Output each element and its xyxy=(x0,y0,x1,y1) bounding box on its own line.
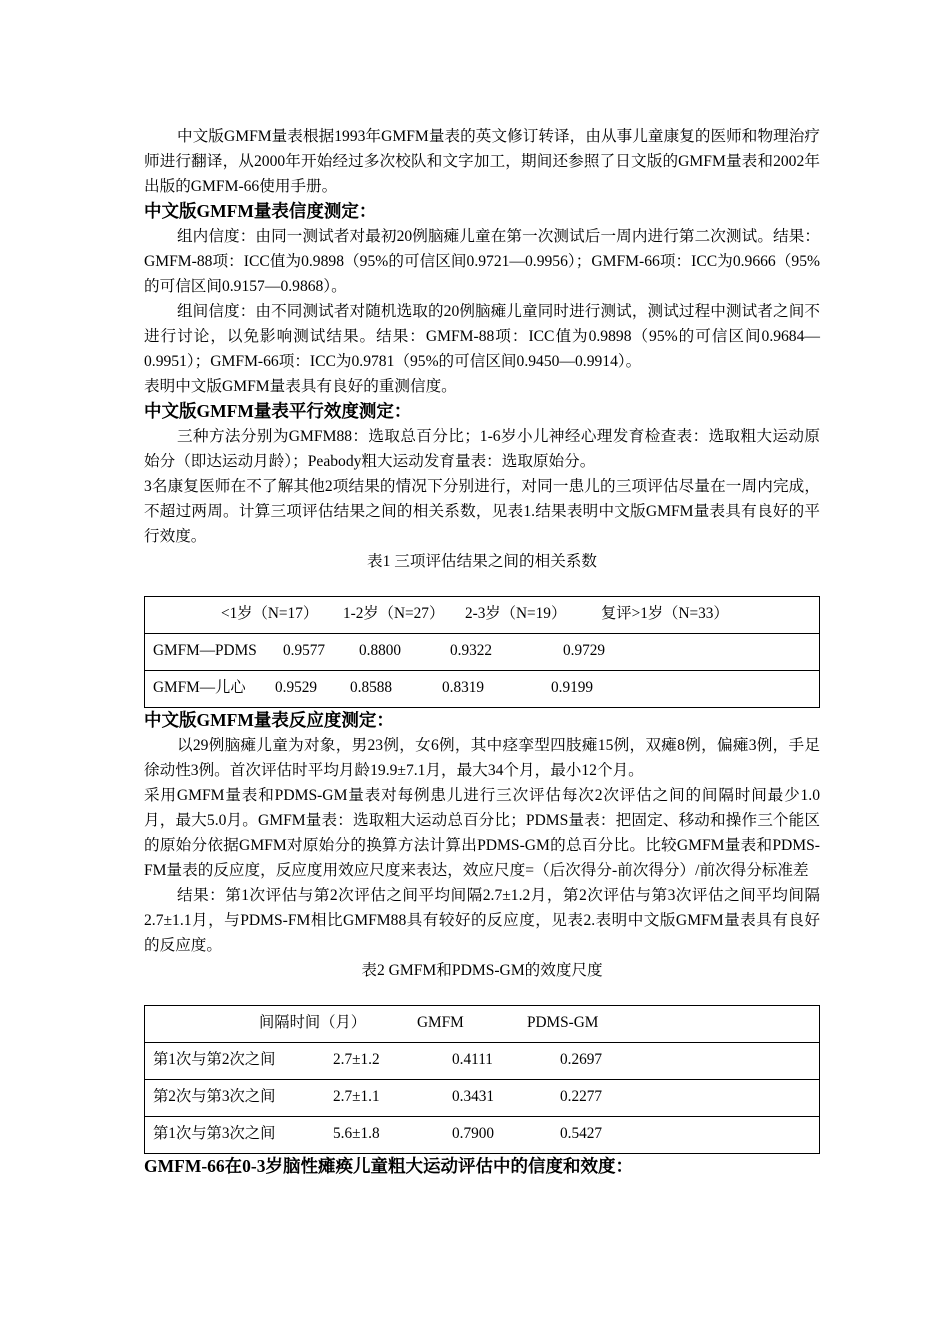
table2-cell: 0.5427 xyxy=(560,1125,603,1142)
table1-row xyxy=(145,670,819,707)
table1-cell: 0.9577 xyxy=(283,642,326,659)
reliability-heading: 中文版GMFM量表信度测定： xyxy=(144,201,377,221)
table1-cell: 0.8319 xyxy=(442,679,485,696)
gmfm66-heading: GMFM-66在0-3岁脑性瘫痪儿童粗大运动评估中的信度和效度： xyxy=(144,1156,633,1176)
table1-header: 1-2岁（N=27） xyxy=(343,605,445,622)
table2-header: GMFM xyxy=(417,1014,464,1031)
result-paragraph: 结果：第1次评估与第2次评估之间平均间隔2.7±1.2月，第2次评估与第3次评估之间平均间隔2.7±1.1月，与PDMS-FM相比GMFM88具有较好的反应度，见表2.表明中文版GMFM量表具有良好的反应度。 xyxy=(144,887,820,954)
reliability-conclusion: 表明中文版GMFM量表具有良好的重测信度。 xyxy=(144,378,457,395)
validity-procedure-paragraph: 3名康复医师在不了解其他2项结果的情况下分别进行，对同一患儿的三项评估尽量在一周内完成，不超过两周。计算三项评估结果之间的相关系数，见表1.结果表明中文版GMFM量表具有良好的平行效度。 xyxy=(144,478,820,545)
table1-cell: 0.9529 xyxy=(275,679,318,696)
table1-row-label: GMFM—儿心 xyxy=(153,679,246,696)
table1-caption: 表1 三项评估结果之间的相关系数 xyxy=(366,553,597,570)
table2-row xyxy=(145,1116,819,1153)
table2-cell: 2.7±1.1 xyxy=(333,1088,380,1105)
table1-header: 2-3岁（N=19） xyxy=(465,605,567,622)
table2-row xyxy=(145,1079,819,1116)
table2-header: 间隔时间（月） xyxy=(259,1014,367,1031)
table2-cell: 0.4111 xyxy=(452,1051,493,1068)
responsiveness-heading: 中文版GMFM量表反应度测定： xyxy=(144,710,394,730)
table1-header-row xyxy=(145,597,819,633)
table1-header: <1岁（N=17） xyxy=(221,605,319,622)
validity-heading: 中文版GMFM量表平行效度测定： xyxy=(144,401,412,421)
intro-paragraph: 中文版GMFM量表根据1993年GMFM量表的英文修订转译，由从事儿童康复的医师和物理治疗师进行翻译，从2000年开始经过多次校队和文字加工，期间还参照了日文版的GMFM量表和2002年出版的GMFM-66使用手册。 xyxy=(144,128,820,195)
table2-cell: 5.6±1.8 xyxy=(333,1125,380,1142)
table2-caption: 表2 GMFM和PDMS-GM的效度尺度 xyxy=(361,962,603,979)
table1-cell: 0.8800 xyxy=(359,642,402,659)
table2-header-row xyxy=(145,1006,819,1042)
table2-cell: 0.7900 xyxy=(452,1125,495,1142)
table1-cell: 0.9729 xyxy=(563,642,606,659)
table2-cell: 0.3431 xyxy=(452,1088,495,1105)
table1 xyxy=(144,596,820,708)
table2-cell: 0.2697 xyxy=(560,1051,603,1068)
table1-header: 复评>1岁（N=33） xyxy=(601,605,729,622)
validity-methods-paragraph: 三种方法分别为GMFM88：选取总百分比；1-6岁小儿神经心理发育检查表：选取粗大运动原始分（即达运动月龄）；Peabody粗大运动发育量表：选取原始分。 xyxy=(144,428,820,470)
table2-row-label: 第1次与第2次之间 xyxy=(153,1051,276,1068)
table1-row-label: GMFM—PDMS xyxy=(153,642,257,659)
table1-cell: 0.9322 xyxy=(450,642,493,659)
method-paragraph: 采用GMFM量表和PDMS-GM量表对每例患儿进行三次评估每次2次评估之间的间隔时间最少1.0月，最大5.0月。GMFM量表：选取粗大运动总百分比；PDMS量表：把固定、移动和操作三个能区的原始分依据GMFM对原始分的换算方法计算出PDMS-GM的总百分比。比较GMFM量表和PDMS-FM量表的反应度，反应度用效应尺度来表达，效应尺度=（后次得分-前次得分）/前次得分标准差 xyxy=(144,787,820,879)
subjects-paragraph: 以29例脑瘫儿童为对象，男23例，女6例，其中痉挛型四肢瘫15例，双瘫8例，偏瘫3例，手足徐动性3例。首次评估时平均月龄19.9±7.1月，最大34个月，最小12个月。 xyxy=(144,737,820,779)
table2-row xyxy=(145,1042,819,1079)
table1-cell: 0.9199 xyxy=(551,679,594,696)
table2-cell: 0.2277 xyxy=(560,1088,603,1105)
table2 xyxy=(144,1005,820,1154)
table2-row-label: 第1次与第3次之间 xyxy=(153,1125,276,1142)
intra-rater-paragraph: 组内信度：由同一测试者对最初20例脑瘫儿童在第一次测试后一周内进行第二次测试。结果：GMFM-88项：ICC值为0.9898（95%的可信区间0.9721—0.9956）；GMFM-66项：ICC为0.9666（95%的可信区间0.9157—0.9868）。 xyxy=(144,228,820,295)
table1-row xyxy=(145,633,819,670)
table2-row-label: 第2次与第3次之间 xyxy=(153,1088,276,1105)
table2-cell: 2.7±1.2 xyxy=(333,1051,380,1068)
table2-header: PDMS-GM xyxy=(527,1014,599,1031)
document-body xyxy=(144,124,820,1179)
inter-rater-paragraph: 组间信度：由不同测试者对随机选取的20例脑瘫儿童同时进行测试，测试过程中测试者之间不进行讨论，以免影响测试结果。结果：GMFM-88项：ICC值为0.9898（95%的可信区间0.9684—0.9951）；GMFM-66项：ICC为0.9781（95%的可信区间0.9450—0.9914）。 xyxy=(144,303,820,370)
table1-cell: 0.8588 xyxy=(350,679,393,696)
